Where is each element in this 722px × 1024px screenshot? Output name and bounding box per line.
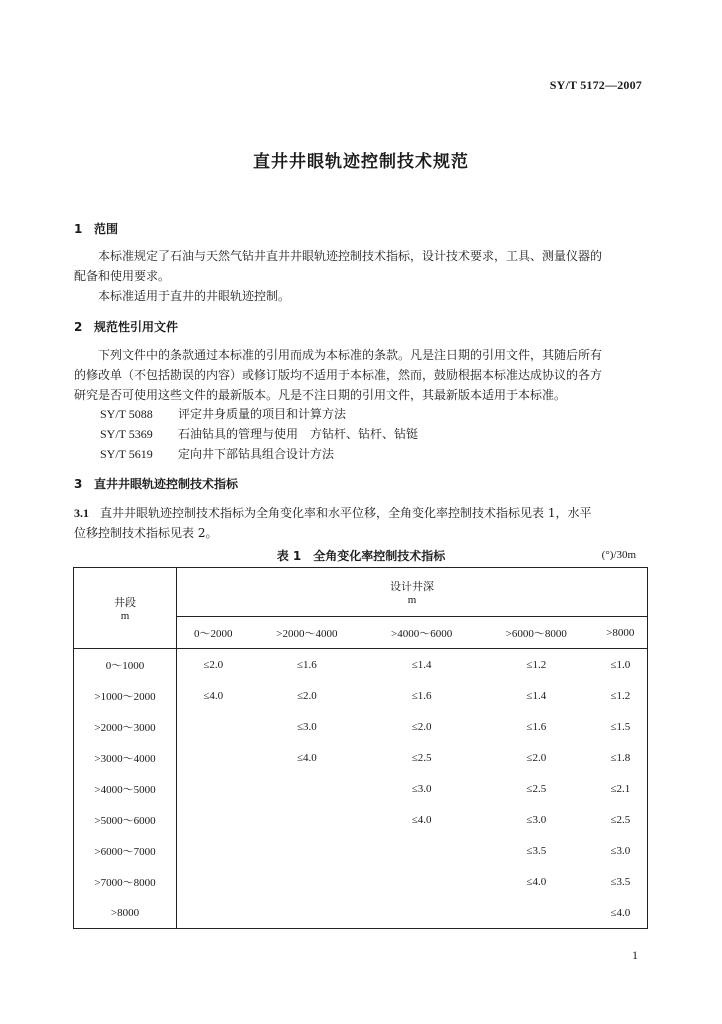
page-number: 1 xyxy=(632,948,638,962)
reference-code: SY/T 5088 xyxy=(100,407,153,421)
table-row xyxy=(74,742,648,773)
value-cell: ≤2.0 xyxy=(203,658,224,671)
column-header: >6000～8000 xyxy=(479,617,594,649)
value-cell: ≤2.0 xyxy=(526,751,547,764)
section-number: 1 xyxy=(74,222,83,236)
value-cell xyxy=(177,897,250,929)
value-cell: ≤1.8 xyxy=(610,751,631,764)
table-row xyxy=(74,773,648,804)
table-row xyxy=(74,804,648,835)
column-header: 0～2000 xyxy=(177,617,250,649)
value-cell: ≤1.6 xyxy=(297,658,317,671)
section-1-paragraph-1 xyxy=(74,246,648,286)
table-row xyxy=(74,649,648,681)
reference-title: 石油钻具的管理与使用 方钻杆、钻杆、钻铤 xyxy=(178,427,419,441)
value-cell: ≤1.5 xyxy=(610,720,631,733)
section-1-heading xyxy=(74,220,118,237)
value-cell xyxy=(364,897,479,929)
reference-item xyxy=(100,404,346,424)
value-cell: ≤4.0 xyxy=(297,751,317,764)
paragraph-line: 直井井眼轨迹控制技术指标为全角变化率和水平位移，全角变化率控制技术指标见表 1，水平 xyxy=(100,506,592,520)
column-group-label: 设计井深 xyxy=(390,581,434,593)
value-cell xyxy=(364,835,479,866)
table-row xyxy=(74,866,648,897)
segment-cell: >3000～4000 xyxy=(74,742,177,773)
segment-cell: >8000 xyxy=(74,897,177,929)
segment-cell: >6000～7000 xyxy=(74,835,177,866)
value-cell: ≤1.0 xyxy=(610,658,631,671)
value-cell: ≤2.5 xyxy=(526,782,547,795)
value-cell: ≤3.5 xyxy=(526,844,547,857)
value-cell: ≤2.5 xyxy=(411,751,432,764)
document-title: 直井井眼轨迹控制技术规范 xyxy=(253,152,469,172)
section-title: 直井井眼轨迹控制技术指标 xyxy=(94,477,239,491)
reference-title: 定向井下部钻具组合设计方法 xyxy=(178,447,335,461)
table-caption: 表 1 全角变化率控制技术指标 xyxy=(276,549,446,563)
table-row xyxy=(74,835,648,866)
value-cell: ≤3.0 xyxy=(297,720,317,733)
table-row xyxy=(74,680,648,711)
value-cell: ≤3.0 xyxy=(526,813,547,826)
section-2-paragraph xyxy=(74,345,648,405)
row-header-unit: m xyxy=(120,610,130,622)
value-cell: ≤3.0 xyxy=(411,782,432,795)
value-cell: ≤2.5 xyxy=(610,813,631,826)
table-unit: (°)/30m xyxy=(601,549,636,561)
clause-number: 3.1 xyxy=(74,506,89,520)
column-group-header xyxy=(177,568,648,617)
value-cell: ≤3.5 xyxy=(610,875,631,888)
reference-item xyxy=(100,424,418,444)
value-cell: ≤1.6 xyxy=(411,689,432,702)
column-header: >4000～6000 xyxy=(364,617,479,649)
segment-cell: >1000～2000 xyxy=(74,680,177,711)
row-header xyxy=(74,568,177,649)
value-cell xyxy=(177,711,250,742)
segment-cell: >7000～8000 xyxy=(74,866,177,897)
section-number: 2 xyxy=(74,320,83,334)
dogleg-limits-table xyxy=(73,567,648,929)
paragraph-line: 下列文件中的条款通过本标准的引用而成为本标准的条款。凡是注日期的引用文件，其随后所有 xyxy=(98,348,603,362)
value-cell xyxy=(250,835,365,866)
value-cell xyxy=(177,804,250,835)
value-cell: ≤1.6 xyxy=(526,720,547,733)
clause-3-1 xyxy=(74,503,648,543)
value-cell xyxy=(177,773,250,804)
value-cell: ≤1.4 xyxy=(411,658,432,671)
reference-title: 评定井身质量的项目和计算方法 xyxy=(178,407,347,421)
paragraph-line: 配备和使用要求。 xyxy=(74,269,171,283)
value-cell xyxy=(177,835,250,866)
value-cell: ≤4.0 xyxy=(526,875,547,888)
reference-item xyxy=(100,444,334,464)
column-header: >2000～4000 xyxy=(250,617,365,649)
section-3-heading xyxy=(74,475,238,492)
segment-cell: >2000～3000 xyxy=(74,711,177,742)
value-cell xyxy=(177,742,250,773)
value-cell xyxy=(250,897,365,929)
paragraph-line: 的修改单（不包括勘误的内容）或修订版均不适用于本标准，然而，鼓励根据本标准达成协议的各方 xyxy=(74,368,603,382)
reference-code: SY/T 5369 xyxy=(100,427,153,441)
table-row xyxy=(74,897,648,929)
section-title: 规范性引用文件 xyxy=(94,320,179,334)
table-body xyxy=(74,649,648,929)
segment-cell: >4000～5000 xyxy=(74,773,177,804)
column-header: >8000 xyxy=(594,617,648,649)
paragraph-line: 位移控制技术指标见表 2。 xyxy=(74,526,218,540)
section-1-paragraph-2 xyxy=(74,286,648,306)
value-cell xyxy=(250,866,365,897)
reference-code: SY/T 5619 xyxy=(100,447,153,461)
value-cell: ≤2.0 xyxy=(297,689,317,702)
paragraph-line: 本标准适用于直井的井眼轨迹控制。 xyxy=(98,289,291,303)
value-cell: ≤3.0 xyxy=(610,844,631,857)
value-cell: ≤1.4 xyxy=(526,689,547,702)
value-cell xyxy=(177,866,250,897)
value-cell xyxy=(479,897,594,929)
standard-number: SY/T 5172—2007 xyxy=(549,78,642,92)
value-cell xyxy=(364,866,479,897)
value-cell xyxy=(250,773,365,804)
segment-cell: >5000～6000 xyxy=(74,804,177,835)
section-2-heading xyxy=(74,318,178,335)
table-row xyxy=(74,711,648,742)
section-title: 范围 xyxy=(94,222,119,236)
section-number: 3 xyxy=(74,477,83,491)
value-cell xyxy=(250,804,365,835)
row-header-label: 井段 xyxy=(114,597,136,609)
paragraph-line: 本标准规定了石油与天然气钻井直井井眼轨迹控制技术指标，设计技术要求，工具、测量仪器的 xyxy=(98,249,603,263)
value-cell: ≤1.2 xyxy=(526,658,547,671)
value-cell: ≤2.0 xyxy=(411,720,432,733)
segment-cell: 0～1000 xyxy=(74,649,177,681)
value-cell: ≤1.2 xyxy=(610,689,631,702)
value-cell: ≤2.1 xyxy=(610,782,631,795)
value-cell: ≤4.0 xyxy=(610,906,631,919)
column-group-unit: m xyxy=(407,594,417,606)
value-cell: ≤4.0 xyxy=(411,813,432,826)
paragraph-line: 研究是否可使用这些文件的最新版本。凡是不注日期的引用文件，其最新版本适用于本标准。 xyxy=(74,388,567,402)
value-cell: ≤4.0 xyxy=(203,689,224,702)
